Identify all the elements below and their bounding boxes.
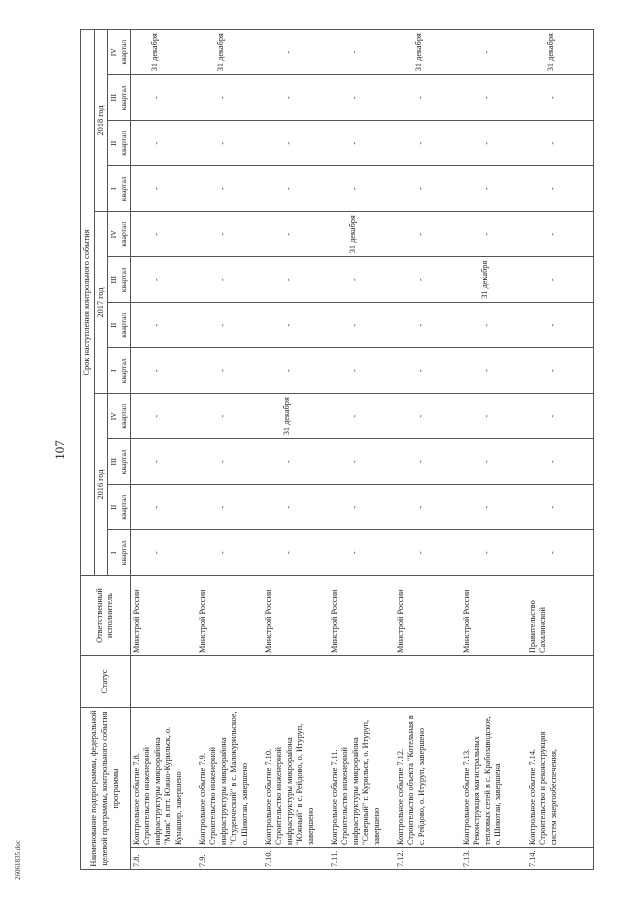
row-name: Контрольное событие 7.13. Реконструкция магистральных тепловых сетей в с. Крабозаводское, о. Шикотан, завершена bbox=[461, 708, 527, 848]
table-body bbox=[130, 29, 593, 869]
deadline-cell bbox=[527, 75, 594, 121]
empty-dash: - bbox=[547, 232, 557, 236]
empty-dash: - bbox=[547, 187, 557, 191]
deadline-cell bbox=[197, 485, 263, 531]
empty-dash: - bbox=[151, 551, 161, 555]
deadline-cell bbox=[130, 530, 197, 576]
table-row bbox=[197, 29, 263, 869]
empty-dash: - bbox=[217, 278, 227, 282]
quarter-word: квартал bbox=[118, 176, 128, 202]
deadline-date: 31 декабря bbox=[545, 33, 555, 72]
deadline-cell bbox=[461, 257, 527, 303]
empty-dash: - bbox=[217, 414, 227, 418]
header-quarter bbox=[108, 394, 130, 440]
empty-dash: - bbox=[283, 96, 293, 100]
quarter-numeral: II bbox=[109, 140, 119, 146]
footer-filename: 26061835.doc bbox=[14, 840, 22, 880]
empty-dash: - bbox=[217, 369, 227, 373]
deadline-cell bbox=[130, 212, 197, 258]
empty-dash: - bbox=[481, 369, 491, 373]
deadline-cell bbox=[197, 257, 263, 303]
header-quarter bbox=[108, 75, 130, 121]
empty-dash: - bbox=[151, 369, 161, 373]
row-name: Контрольное событие 7.12. Строительство объекта "Котельная в с. Рейдово, о. Итуруп, завершено bbox=[395, 708, 461, 848]
deadline-cell bbox=[130, 303, 197, 349]
deadline-cell bbox=[527, 439, 594, 485]
quarter-numeral: I bbox=[109, 187, 119, 191]
deadline-cell bbox=[130, 485, 197, 531]
empty-dash: - bbox=[283, 50, 293, 54]
empty-dash: - bbox=[151, 414, 161, 418]
deadline-cell bbox=[197, 166, 263, 212]
deadline-cell bbox=[263, 75, 329, 121]
empty-dash: - bbox=[283, 369, 293, 373]
empty-dash: - bbox=[217, 551, 227, 555]
deadline-cell bbox=[197, 530, 263, 576]
empty-dash: - bbox=[415, 96, 425, 100]
empty-dash: - bbox=[547, 551, 557, 555]
row-executor: Минстрой России bbox=[395, 576, 461, 656]
empty-dash: - bbox=[349, 323, 359, 327]
deadline-date: 31 декабря bbox=[347, 215, 357, 254]
empty-dash: - bbox=[283, 323, 293, 327]
empty-dash: - bbox=[349, 460, 359, 464]
quarter-numeral: II bbox=[109, 322, 119, 328]
empty-dash: - bbox=[151, 278, 161, 282]
quarter-numeral: III bbox=[109, 275, 119, 284]
row-status bbox=[461, 656, 527, 708]
empty-dash: - bbox=[217, 323, 227, 327]
deadline-cell bbox=[527, 257, 594, 303]
deadline-cell bbox=[527, 348, 594, 394]
row-executor: Минстрой России bbox=[263, 576, 329, 656]
row-number: 7.10. bbox=[263, 848, 329, 870]
empty-dash: - bbox=[349, 187, 359, 191]
empty-dash: - bbox=[547, 278, 557, 282]
row-status bbox=[197, 656, 263, 708]
deadline-cell bbox=[527, 394, 594, 440]
quarter-numeral: II bbox=[109, 504, 119, 510]
header-quarter bbox=[108, 29, 130, 75]
deadline-cell bbox=[329, 212, 395, 258]
row-name: Контрольное событие 7.11. Строительство инженерной инфраструктуры микрорайона "Северный" г. Курильск, о. Итуруп, завершено bbox=[329, 708, 395, 848]
empty-dash: - bbox=[217, 141, 227, 145]
deadline-cell bbox=[130, 348, 197, 394]
empty-dash: - bbox=[481, 551, 491, 555]
row-number: 7.8. bbox=[130, 848, 197, 870]
row-number: 7.14. bbox=[527, 848, 594, 870]
empty-dash: - bbox=[415, 369, 425, 373]
header-quarter bbox=[108, 530, 130, 576]
empty-dash: - bbox=[283, 232, 293, 236]
header-executor-col: Ответственный исполнитель bbox=[81, 576, 131, 656]
empty-dash: - bbox=[217, 232, 227, 236]
row-status bbox=[395, 656, 461, 708]
row-status bbox=[527, 656, 594, 708]
deadline-cell bbox=[527, 212, 594, 258]
table-row bbox=[395, 29, 461, 869]
header-quarter bbox=[108, 439, 130, 485]
deadline-cell bbox=[197, 394, 263, 440]
empty-dash: - bbox=[217, 187, 227, 191]
empty-dash: - bbox=[415, 232, 425, 236]
deadline-cell bbox=[461, 348, 527, 394]
deadline-cell bbox=[329, 121, 395, 167]
deadline-cell bbox=[395, 121, 461, 167]
deadline-cell bbox=[197, 75, 263, 121]
empty-dash: - bbox=[547, 369, 557, 373]
header-quarter bbox=[108, 485, 130, 531]
deadline-cell bbox=[263, 212, 329, 258]
header-year: 2016 год bbox=[94, 394, 108, 576]
empty-dash: - bbox=[547, 141, 557, 145]
deadline-cell bbox=[461, 29, 527, 75]
empty-dash: - bbox=[151, 187, 161, 191]
empty-dash: - bbox=[217, 505, 227, 509]
deadline-cell bbox=[527, 121, 594, 167]
deadline-cell bbox=[197, 212, 263, 258]
empty-dash: - bbox=[481, 323, 491, 327]
quarter-numeral: IV bbox=[109, 48, 119, 57]
header-name-col: Наименование подпрограммы, федеральной целевой программы, контрольного события программы bbox=[81, 708, 131, 870]
header-year: 2017 год bbox=[94, 212, 108, 394]
deadline-cell bbox=[527, 485, 594, 531]
table-row bbox=[130, 29, 197, 869]
header-deadline-col: Срок наступления контрольного события bbox=[81, 29, 95, 575]
quarter-word: квартал bbox=[118, 403, 128, 429]
empty-dash: - bbox=[151, 232, 161, 236]
empty-dash: - bbox=[217, 96, 227, 100]
empty-dash: - bbox=[349, 50, 359, 54]
header-quarter bbox=[108, 348, 130, 394]
deadline-cell bbox=[461, 530, 527, 576]
deadline-cell bbox=[263, 166, 329, 212]
deadline-cell bbox=[395, 303, 461, 349]
empty-dash: - bbox=[481, 505, 491, 509]
deadline-cell bbox=[395, 257, 461, 303]
row-executor: Минстрой России bbox=[197, 576, 263, 656]
deadline-cell bbox=[395, 212, 461, 258]
empty-dash: - bbox=[349, 141, 359, 145]
deadline-cell bbox=[461, 121, 527, 167]
deadline-date: 31 декабря bbox=[149, 33, 159, 72]
deadline-cell bbox=[263, 257, 329, 303]
quarter-numeral: I bbox=[109, 369, 119, 373]
empty-dash: - bbox=[349, 96, 359, 100]
deadline-cell bbox=[263, 394, 329, 440]
empty-dash: - bbox=[547, 414, 557, 418]
empty-dash: - bbox=[415, 505, 425, 509]
deadline-cell bbox=[461, 75, 527, 121]
quarter-numeral: IV bbox=[109, 412, 119, 421]
deadline-cell bbox=[461, 485, 527, 531]
header-year: 2018 год bbox=[94, 29, 108, 211]
quarter-word: квартал bbox=[118, 449, 128, 475]
empty-dash: - bbox=[151, 460, 161, 464]
empty-dash: - bbox=[283, 141, 293, 145]
deadline-cell bbox=[527, 303, 594, 349]
quarter-word: квартал bbox=[118, 540, 128, 566]
empty-dash: - bbox=[151, 96, 161, 100]
deadline-cell bbox=[461, 394, 527, 440]
empty-dash: - bbox=[415, 323, 425, 327]
deadline-cell bbox=[395, 485, 461, 531]
deadline-cell bbox=[197, 29, 263, 75]
empty-dash: - bbox=[415, 460, 425, 464]
deadline-cell bbox=[197, 439, 263, 485]
deadline-cell bbox=[395, 29, 461, 75]
page-number: 107 bbox=[52, 440, 67, 460]
header-status-col: Статус bbox=[81, 656, 131, 708]
deadline-cell bbox=[395, 439, 461, 485]
empty-dash: - bbox=[547, 96, 557, 100]
empty-dash: - bbox=[481, 414, 491, 418]
rotated-page bbox=[80, 30, 600, 870]
table-row bbox=[461, 29, 527, 869]
row-executor: Минстрой России bbox=[329, 576, 395, 656]
row-number: 7.12. bbox=[395, 848, 461, 870]
empty-dash: - bbox=[415, 551, 425, 555]
deadline-cell bbox=[130, 121, 197, 167]
deadline-cell bbox=[197, 303, 263, 349]
empty-dash: - bbox=[217, 460, 227, 464]
deadline-cell bbox=[395, 530, 461, 576]
deadline-cell bbox=[527, 530, 594, 576]
row-status bbox=[130, 656, 197, 708]
empty-dash: - bbox=[283, 460, 293, 464]
deadline-cell bbox=[263, 303, 329, 349]
row-name: Контрольное событие 7.10. Строительство инженерной инфраструктуры микрорайона "Южный" в с. Рейдово, о. Итуруп, завершено bbox=[263, 708, 329, 848]
header-quarter bbox=[108, 166, 130, 212]
row-name: Контрольное событие 7.14. Строительство и реконструкция систем энергообеспечения, bbox=[527, 708, 594, 848]
quarter-word: квартал bbox=[118, 85, 128, 111]
quarter-word: квартал bbox=[118, 130, 128, 156]
deadline-cell bbox=[329, 530, 395, 576]
header-quarter bbox=[108, 121, 130, 167]
deadline-cell bbox=[395, 166, 461, 212]
empty-dash: - bbox=[547, 460, 557, 464]
quarter-numeral: IV bbox=[109, 230, 119, 239]
empty-dash: - bbox=[481, 187, 491, 191]
table-header bbox=[81, 29, 131, 869]
deadline-cell bbox=[263, 29, 329, 75]
empty-dash: - bbox=[415, 414, 425, 418]
deadline-cell bbox=[329, 303, 395, 349]
deadline-cell bbox=[329, 166, 395, 212]
deadline-cell bbox=[130, 439, 197, 485]
quarter-word: квартал bbox=[118, 494, 128, 520]
deadline-cell bbox=[130, 257, 197, 303]
row-executor: Минстрой России bbox=[461, 576, 527, 656]
deadline-cell bbox=[461, 212, 527, 258]
deadline-cell bbox=[329, 394, 395, 440]
empty-dash: - bbox=[415, 187, 425, 191]
table-row bbox=[329, 29, 395, 869]
empty-dash: - bbox=[547, 505, 557, 509]
row-number: 7.11. bbox=[329, 848, 395, 870]
empty-dash: - bbox=[283, 187, 293, 191]
deadline-cell bbox=[527, 166, 594, 212]
deadline-cell bbox=[329, 75, 395, 121]
deadline-cell bbox=[527, 29, 594, 75]
deadline-cell bbox=[197, 121, 263, 167]
row-executor: Минстрой России bbox=[130, 576, 197, 656]
deadline-cell bbox=[130, 75, 197, 121]
quarter-word: квартал bbox=[118, 358, 128, 384]
empty-dash: - bbox=[283, 278, 293, 282]
row-name: Контрольное событие 7.8. Строительство инженерной инфраструктуры микрорайона "Маяк" в пгт. Южно-Курильск, о. Кунашир, завершено bbox=[130, 708, 197, 848]
empty-dash: - bbox=[481, 96, 491, 100]
header-quarter bbox=[108, 257, 130, 303]
empty-dash: - bbox=[151, 505, 161, 509]
empty-dash: - bbox=[151, 323, 161, 327]
deadline-cell bbox=[329, 485, 395, 531]
empty-dash: - bbox=[349, 414, 359, 418]
table-row bbox=[527, 29, 594, 869]
row-status bbox=[329, 656, 395, 708]
deadline-cell bbox=[329, 348, 395, 394]
empty-dash: - bbox=[283, 551, 293, 555]
empty-dash: - bbox=[415, 278, 425, 282]
empty-dash: - bbox=[349, 551, 359, 555]
deadline-cell bbox=[461, 303, 527, 349]
quarter-word: квартал bbox=[118, 39, 128, 65]
row-status bbox=[263, 656, 329, 708]
quarter-numeral: III bbox=[109, 93, 119, 102]
row-number: 7.9. bbox=[197, 848, 263, 870]
deadline-cell bbox=[329, 257, 395, 303]
quarter-word: квартал bbox=[118, 221, 128, 247]
empty-dash: - bbox=[349, 278, 359, 282]
deadline-date: 31 декабря bbox=[281, 397, 291, 436]
table-row bbox=[263, 29, 329, 869]
row-executor: Правительство Сахалинской bbox=[527, 576, 594, 656]
deadline-cell bbox=[395, 348, 461, 394]
quarter-word: квартал bbox=[118, 267, 128, 293]
empty-dash: - bbox=[547, 323, 557, 327]
deadline-cell bbox=[263, 348, 329, 394]
empty-dash: - bbox=[415, 141, 425, 145]
deadline-date: 31 декабря bbox=[215, 33, 225, 72]
deadline-cell bbox=[461, 439, 527, 485]
empty-dash: - bbox=[349, 505, 359, 509]
deadline-cell bbox=[263, 439, 329, 485]
deadline-cell bbox=[130, 394, 197, 440]
quarter-numeral: III bbox=[109, 457, 119, 466]
empty-dash: - bbox=[283, 505, 293, 509]
deadline-date: 31 декабря bbox=[413, 33, 423, 72]
empty-dash: - bbox=[481, 460, 491, 464]
deadline-cell bbox=[197, 348, 263, 394]
deadline-cell bbox=[461, 166, 527, 212]
control-events-table bbox=[80, 29, 594, 870]
deadline-cell bbox=[329, 439, 395, 485]
quarter-numeral: I bbox=[109, 551, 119, 555]
empty-dash: - bbox=[481, 141, 491, 145]
deadline-cell bbox=[263, 121, 329, 167]
deadline-cell bbox=[130, 166, 197, 212]
header-quarter bbox=[108, 303, 130, 349]
empty-dash: - bbox=[151, 141, 161, 145]
empty-dash: - bbox=[349, 369, 359, 373]
deadline-cell bbox=[130, 29, 197, 75]
empty-dash: - bbox=[481, 50, 491, 54]
header-quarter bbox=[108, 212, 130, 258]
empty-dash: - bbox=[481, 232, 491, 236]
deadline-cell bbox=[395, 394, 461, 440]
row-name: Контрольное событие 7.9. Строительство инженерной инфраструктуры микрорайона "Студенческий" в с. Малокурильское, о. Шикотан, завершено bbox=[197, 708, 263, 848]
deadline-date: 31 декабря bbox=[479, 260, 489, 299]
row-number: 7.13. bbox=[461, 848, 527, 870]
deadline-cell bbox=[395, 75, 461, 121]
deadline-cell bbox=[329, 29, 395, 75]
quarter-word: квартал bbox=[118, 312, 128, 338]
deadline-cell bbox=[263, 530, 329, 576]
deadline-cell bbox=[263, 485, 329, 531]
